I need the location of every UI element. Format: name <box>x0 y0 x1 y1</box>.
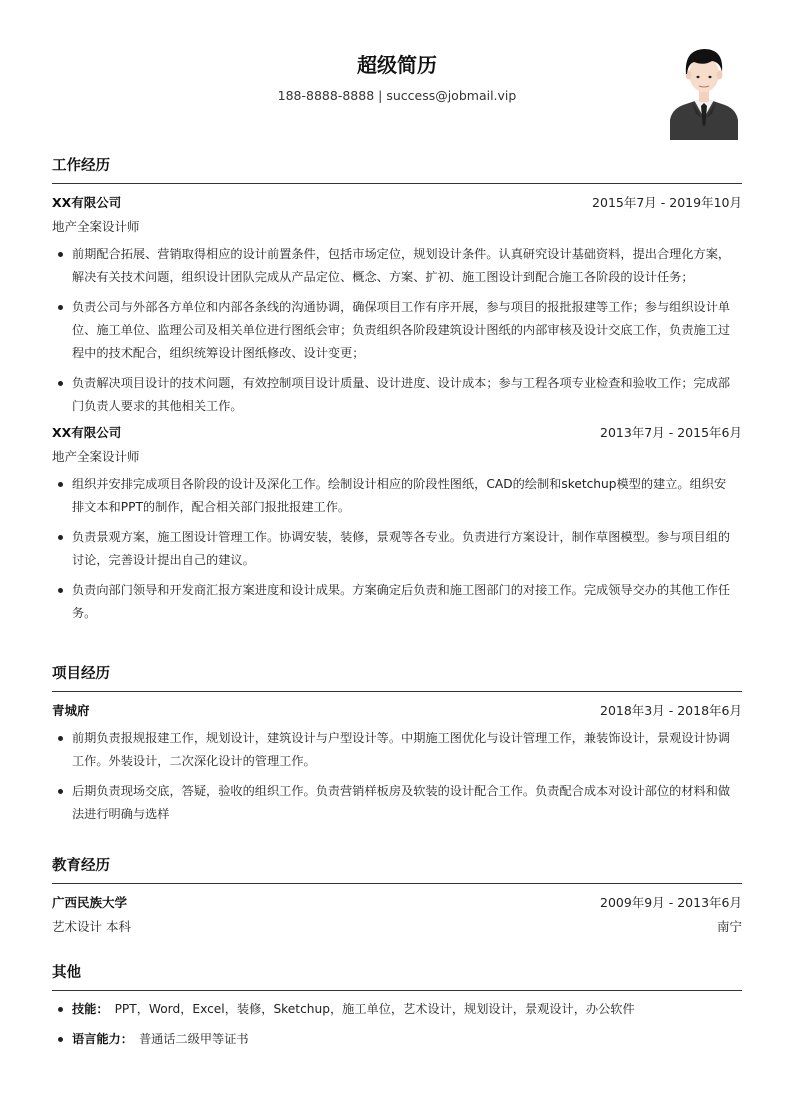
section-title-other: 其他 <box>52 963 742 991</box>
company-name: XX有限公司 <box>52 425 122 440</box>
project-entry <box>52 702 742 826</box>
job-role: 地产全案设计师 <box>52 449 140 464</box>
project-bullets <box>52 727 742 826</box>
job-bullets <box>52 473 742 625</box>
school-name: 广西民族大学 <box>52 895 128 910</box>
work-experience-section <box>52 156 742 625</box>
skills-label: 技能： <box>72 1002 109 1016</box>
other-section <box>52 963 742 1051</box>
list-item: 前期负责报规报建工作，规划设计，建筑设计与户型设计等。中期施工图优化与设计管理工作，兼装饰设计，景观设计协调工作。外装设计，二次深化设计的管理工作。 <box>52 727 742 773</box>
job-entry <box>52 194 742 418</box>
list-item: 负责景观方案，施工图设计管理工作。协调安装，装修，景观等各专业。负责进行方案设计，制作草图模型。参与项目组的讨论，完善设计提出自己的建议。 <box>52 526 742 572</box>
section-title-projects: 项目经历 <box>52 664 742 692</box>
skills-value: PPT，Word，Excel，装修，Sketchup，施工单位，艺术设计，规划设计，景观设计，办公软件 <box>114 1002 635 1016</box>
job-dates: 2013年7月 - 2015年6月 <box>600 425 742 440</box>
job-entry <box>52 424 742 625</box>
list-item-skills <box>52 998 742 1021</box>
project-name: 青城府 <box>52 703 90 718</box>
job-role: 地产全案设计师 <box>52 219 140 234</box>
other-list <box>52 998 742 1051</box>
project-dates: 2018年3月 - 2018年6月 <box>600 703 742 718</box>
resume-header <box>0 0 794 150</box>
job-bullets <box>52 243 742 418</box>
list-item: 负责向部门领导和开发商汇报方案进度和设计成果。方案确定后负责和施工图部门的对接工作。完成领导交办的其他工作任务。 <box>52 579 742 625</box>
projects-section <box>52 664 742 826</box>
section-title-education: 教育经历 <box>52 856 742 884</box>
list-item: 负责公司与外部各方单位和内部各条线的沟通协调，确保项目工作有序开展，参与项目的报批报建等工作；参与组织设计单位、施工单位、监理公司及相关单位进行图纸会审；负责组织各阶段建筑设计图纸的内部审核及设计交底工作，负责施工过程中的技术配合，组织统筹设计图纸修改、设计变更； <box>52 296 742 365</box>
candidate-name: 超级简历 <box>357 53 437 77</box>
job-dates: 2015年7月 - 2019年10月 <box>592 195 742 210</box>
list-item-languages <box>52 1028 742 1051</box>
list-item: 后期负责现场交底，答疑，验收的组织工作。负责营销样板房及软装的设计配合工作。负责配合成本对设计部位的材料和做法进行明确与选样 <box>52 780 742 826</box>
list-item: 前期配合拓展、营销取得相应的设计前置条件，包括市场定位，规划设计条件。认真研究设计基础资料，提出合理化方案，解决有关技术问题，组织设计团队完成从产品定位、概念、方案、扩初、施工图设计到配合施工各阶段的设计任务； <box>52 243 742 289</box>
company-name: XX有限公司 <box>52 195 122 210</box>
list-item: 负责解决项目设计的技术问题，有效控制项目设计质量、设计进度、设计成本；参与工程各项专业检查和验收工作；完成部门负责人要求的其他相关工作。 <box>52 372 742 418</box>
degree: 艺术设计 本科 <box>52 919 131 934</box>
education-entry <box>52 894 742 936</box>
section-title-work: 工作经历 <box>52 156 742 184</box>
education-section <box>52 856 742 936</box>
languages-value: 普通话二级甲等证书 <box>138 1032 249 1046</box>
avatar <box>668 44 740 140</box>
contact-info: 188-8888-8888 | success@jobmail.vip <box>277 88 517 103</box>
languages-label: 语言能力： <box>72 1032 133 1046</box>
education-dates: 2009年9月 - 2013年6月 <box>600 895 742 910</box>
school-location: 南宁 <box>716 919 742 934</box>
list-item: 组织并安排完成项目各阶段的设计及深化工作。绘制设计相应的阶段性图纸，CAD的绘制和sketchup模型的建立。组织安排文本和PPT的制作，配合相关部门报批报建工作。 <box>52 473 742 519</box>
